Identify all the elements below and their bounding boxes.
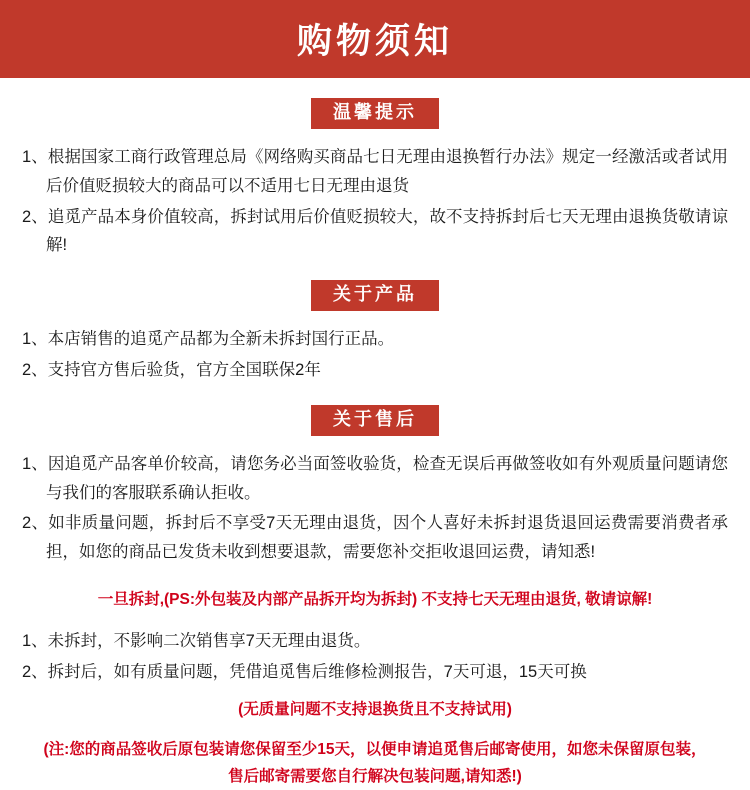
aftersale-note-2: 2、拆封后，如有质量问题，凭借追觅售后维修检测报告，7天可退，15天可换 [22, 663, 587, 682]
section-tag-tips: 温馨提示 [311, 98, 439, 129]
section-tag-product: 关于产品 [311, 280, 439, 311]
aftersale-note-1: 1、未拆封，不影响二次销售享7天无理由退货。 [22, 632, 371, 651]
aftersale-item-2: 2、如非质量问题，拆封后不享受7天无理由退货，因个人喜好未拆封退货退回运费需要消费者承担，如您的商品已发货未收到想要退款，需要您补交拒收退回运费，请知悉! [22, 514, 728, 562]
product-item-2: 2、支持官方售后验货，官方全国联保2年 [22, 360, 321, 379]
section-tag-wrap-product [22, 280, 728, 311]
spacer-2 [22, 619, 728, 627]
section-tag-wrap-aftersale [22, 405, 728, 436]
final-note: (注:您的商品签收后原包装请您保留至少15天，以便申请追觅售后邮寄使用，如您未保留原包装，售后邮寄需要您自行解决包装问题,请知悉!) [43, 740, 707, 785]
no-quality-note: (无质量问题不支持退换货且不支持试用) [238, 701, 512, 719]
aftersale-item-1: 1、因追觅产品客单价较高，请您务必当面签收验货，检查无误后再做签收如有外观质量问题请您与我们的客服联系确认拒收。 [22, 454, 728, 502]
page-header [0, 0, 750, 78]
tips-item-2: 2、追觅产品本身价值较高，拆封试用后价值贬损较大，故不支持拆封后七天无理由退换货敬请谅解! [22, 207, 728, 255]
section-tag-wrap-tips [22, 98, 728, 129]
unseal-warning: 一旦拆封,(PS:外包装及内部产品拆开均为拆封) 不支持七天无理由退货, 敬请谅解! [97, 591, 653, 609]
section-tag-aftersale: 关于售后 [311, 405, 439, 436]
tips-item-1: 1、根据国家工商行政管理总局《网络购买商品七日无理由退换暂行办法》规定一经激活或者试用后价值贬损较大的商品可以不适用七日无理由退货 [22, 147, 728, 195]
product-item-1: 1、本店销售的追觅产品都为全新未拆封国行正品。 [22, 330, 395, 349]
notice-content [0, 98, 750, 790]
spacer [22, 569, 728, 577]
page-title: 购物须知 [296, 22, 453, 61]
